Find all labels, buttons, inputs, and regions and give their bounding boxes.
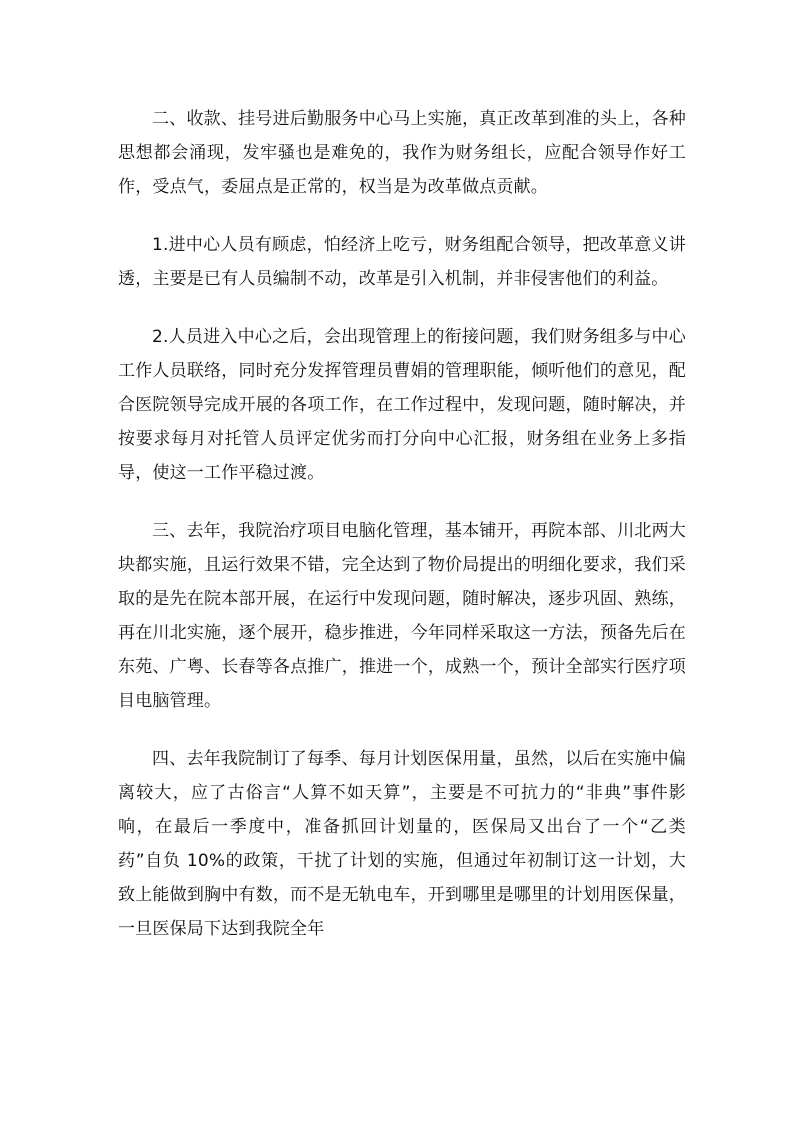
paragraph-3: 2.人员进入中心之后，会出现管理上的衔接问题，我们财务组多与中心工作人员联络，同时充分发挥管理员曹娟的管理职能，倾听他们的意见，配合医院领导完成开展的各项工作，在工作过程中，发现问题，随时解决，并按要求每月对托管人员评定优劣而打分向中心汇报，财务组在业务上多指导，使这一工作平稳过渡。 (118, 327, 686, 483)
paragraph-1: 二、收款、挂号进后勤服务中心马上实施，真正改革到准的头上，各种思想都会涌现，发牢骚也是难免的，我作为财务组长，应配合领导作好工作，受点气，委屈点是正常的，权当是为改革做点贡献。 (118, 109, 686, 197)
paragraph-2: 1.进中心人员有顾虑，怕经济上吃亏，财务组配合领导，把改革意义讲透，主要是已有人员编制不动，改革是引入机制，并非侵害他们的利益。 (118, 235, 686, 289)
paragraph-5: 四、去年我院制订了每季、每月计划医保用量，虽然，以后在实施中偏离较大，应了古俗言“人算不如天算”，主要是不可抗力的“非典”事件影响，在最后一季度中，准备抓回计划量的，医保局又出台了一个“乙类药”自负 10%的政策，干扰了计划的实施，但通过年初制订这一计划，大致上能做到胸中有数，而不是无轨电车，开到哪里是哪里的计划用医保量，一旦医保局下达到我院全年 (118, 749, 686, 939)
document-body (118, 102, 686, 970)
paragraph-4: 三、去年，我院治疗项目电脑化管理，基本铺开，再院本部、川北两大块都实施，且运行效果不错，完全达到了物价局提出的明细化要求，我们采取的是先在院本部开展，在运行中发现问题，随时解决，逐步巩固、熟练，再在川北实施，逐个展开，稳步推进，今年同样采取这一方法，预备先后在东苑、广粤、长春等各点推广，推进一个，成熟一个，预计全部实行医疗项目电脑管理。 (118, 521, 686, 711)
